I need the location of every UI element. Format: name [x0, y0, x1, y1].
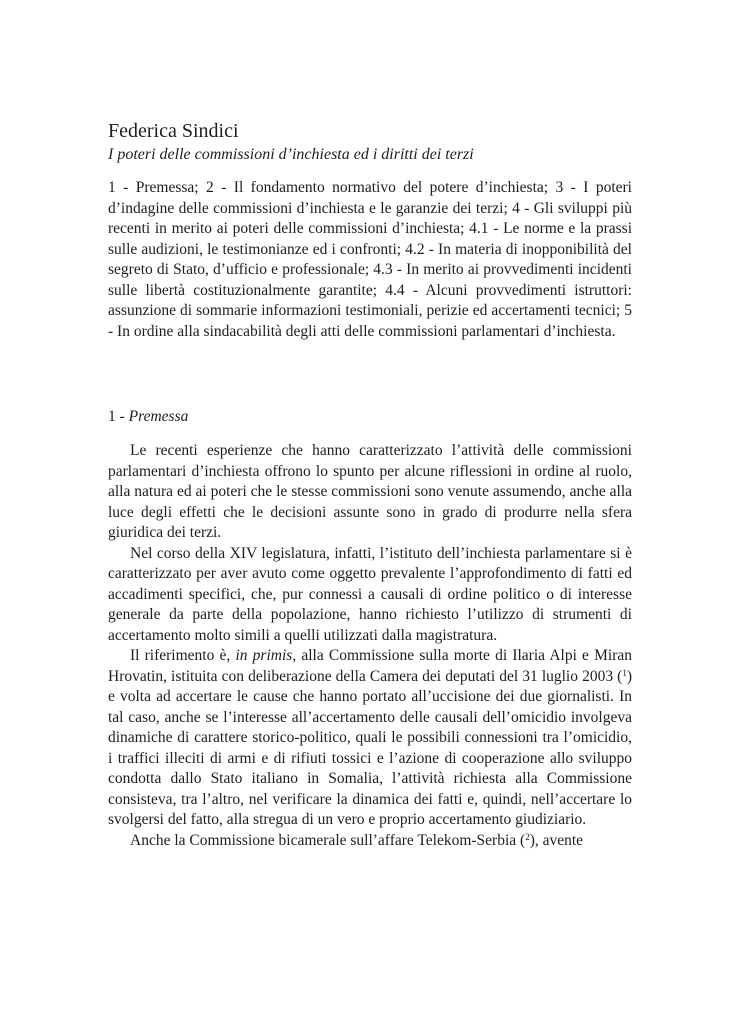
footnote-ref-2[interactable]: 2 — [525, 831, 530, 842]
paragraph-4 — [108, 831, 632, 852]
section-title: Premessa — [128, 408, 189, 425]
paragraph-4-text-b: ), avente — [529, 831, 584, 849]
paragraph-3-emphasis: in primis — [235, 647, 293, 664]
paragraph-1: Le recenti esperienze che hanno caratterizzato l’attività delle commissioni parlamentari d’inchiesta offrono lo spunto per alcune riflessioni in ordine al ruolo, alla natura ed ai poteri che le stesse commissioni sono venute assumendo, anche alla luce degli effetti che le decisioni assunte sono in grado di produrre nella sfera giuridica dei terzi. — [108, 442, 632, 541]
paragraph-3-text-b: , alla Commissione sulla morte di Ilaria Alpi e Miran Hrovatin, istituita con deliberazione della Camera dei deputati del 31 luglio 2003 ( — [108, 647, 632, 685]
footnote-ref-1[interactable]: 1 — [622, 667, 627, 678]
paragraph-3 — [108, 646, 632, 831]
section-number: 1 - — [108, 408, 129, 425]
paragraph-2: Nel corso della XIV legislatura, infatti, l’istituto dell’inchiesta parlamentare si è caratterizzato per aver avuto come oggetto prevalente l’approfondimento di fatti ed accadimenti specifici, che, pur connessi a causali di ordine politico o di interesse generale da parte della popolazione, hanno richiesto l’utilizzo di strumenti di accertamento molto simili a quelli utilizzati dalla magistratura. — [108, 544, 632, 644]
paragraph-3-text-a: Il riferimento è, — [130, 647, 236, 664]
paragraph-4-text-a: Anche la Commissione bicamerale sull’affare Telekom-Serbia ( — [130, 831, 526, 849]
author-name: Federica Sindici — [108, 120, 239, 142]
page-content — [108, 118, 632, 851]
paragraph-3-text-c: ) e volta ad accertare le cause che hanno portato all’uccisione dei due giornalisti. In tal caso, anche se l’interesse all’accertamento delle causali dell’omicidio involgeva dinamiche di carattere storico-politico, quali le possibili connessioni tra l’omicidio, i traffici illeciti di armi e di rifiuti tossici e l’azione di cooperazione allo sviluppo condotta dallo Stato italiano in Somalia, l’attività richiesta alla Commissione consisteva, tra l’altro, nel verificare la dinamica dei fatti e, quindi, nell’accertare lo svolgersi del fatto, alla stregua di un vero e proprio accertamento giudiziario. — [108, 667, 632, 828]
article-title: I poteri delle commissioni d’inchiesta ed i diritti dei terzi — [108, 146, 474, 163]
section-heading — [108, 407, 632, 427]
table-of-contents-summary: 1 - Premessa; 2 - Il fondamento normativo del potere d’inchiesta; 3 - I poteri d’indagine delle commissioni d’inchiesta e le garanzie dei terzi; 4 - Gli sviluppi più recenti in merito ai poteri delle commissioni d’inchiesta; 4.1 - Le norme e la prassi sulle audizioni, le testimonianze ed i confronti; 4.2 - In materia di inopponibilità del segreto di Stato, d’ufficio e professionale; 4.3 - In merito ai provvedimenti incidenti sulle libertà costituzionalmente garantite; 4.4 - Alcuni provvedimenti istruttori: assunzione di sommarie informazioni testimoniali, perizie ed accertamenti tecnici; 5 - In ordine alla sindacabilità degli atti delle commissioni parlamentari d’inchiesta. — [108, 179, 632, 340]
